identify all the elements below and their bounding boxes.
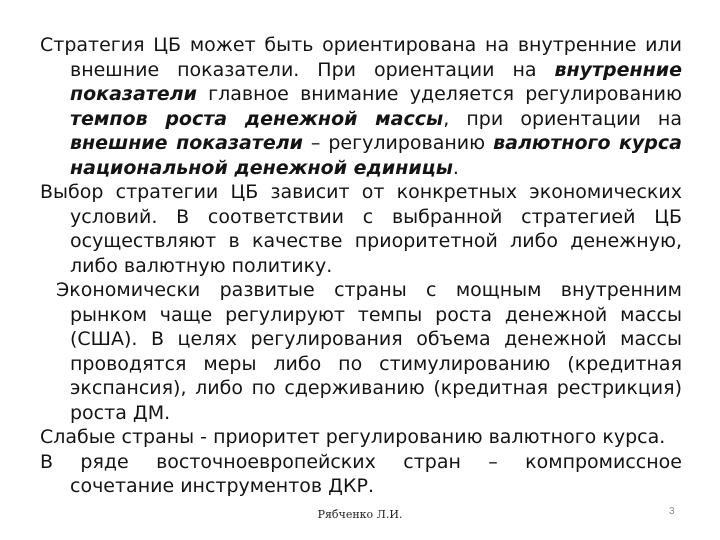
paragraph-run: Экономически развитые страны с мощным внутренним рынком чаще регулируют темпы роста денежной массы (США). В целях регулирования объема денежной массы проводятся меры либо по стимулированию (кредитная экспансия), либо по сдерживанию (кредитная рестрикция) роста ДМ. (56, 279, 682, 424)
paragraph-weak-countries (40, 425, 682, 450)
footer-author: Рябченко Л.И. (317, 508, 403, 521)
paragraph-run: главное внимание уделяется регулированию (196, 83, 682, 105)
paragraph-run: В ряде восточноевропейских стран – компромиссное сочетание инструментов ДКР. (40, 450, 682, 497)
paragraph-eastern-europe (40, 450, 682, 499)
emphasis-money-supply-growth: темпов роста денежной массы (70, 107, 444, 130)
slide-body (40, 33, 682, 499)
emphasis-internal-indicators: внутренние показатели (70, 58, 682, 105)
emphasis-external-indicators: внешние показатели (70, 132, 303, 154)
paragraph-run: Выбор стратегии ЦБ зависит от конкретных экономических условий. В соответствии с выбранной стратегией ЦБ осуществляют в качестве приоритетной либо денежную, либо валютную политику. (40, 181, 682, 277)
paragraph-run: – регулированию (302, 132, 494, 154)
paragraph-strategy-orientation (40, 33, 682, 180)
paragraph-developed-countries (40, 278, 682, 425)
paragraph-run: , при ориентации на (443, 107, 683, 130)
page-number: 3 (669, 506, 675, 517)
paragraph-run: Стратегия ЦБ может быть ориентирована на внутренние или внешние показатели. При ориентации на (40, 34, 682, 81)
paragraph-run: Слабые страны - приоритет регулированию валютного курса. (40, 426, 666, 448)
paragraph-run: . (452, 156, 459, 179)
emphasis-exchange-rate: валютного курса национальной денежной единицы (70, 132, 682, 179)
paragraph-strategy-choice (40, 180, 682, 278)
